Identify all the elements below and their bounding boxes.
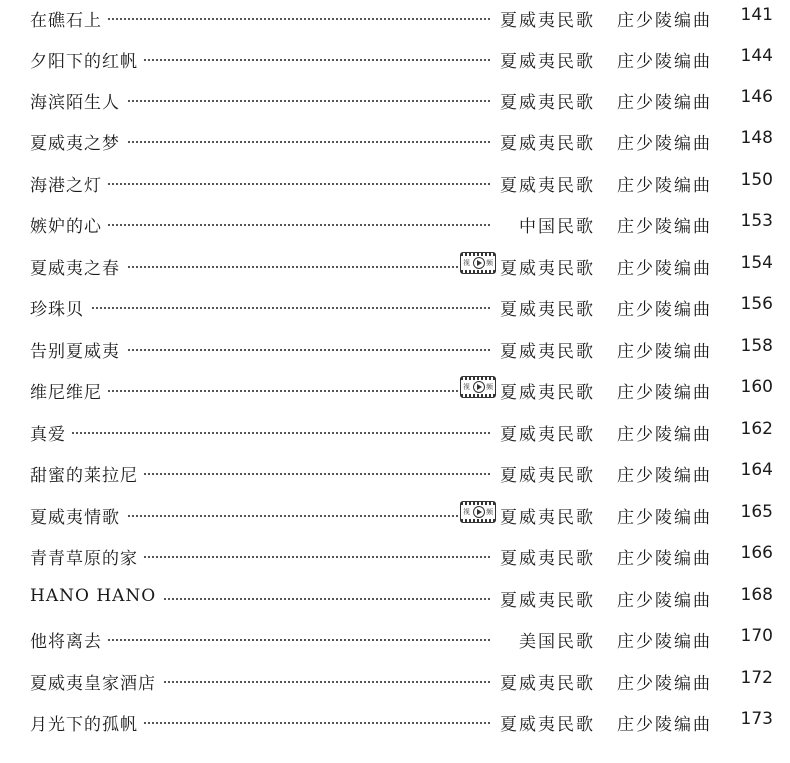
song-arranger: 庄少陵编曲 bbox=[617, 134, 712, 154]
song-arranger: 庄少陵编曲 bbox=[617, 300, 712, 320]
song-origin: 夏威夷民歌 bbox=[496, 378, 595, 403]
song-arranger: 庄少陵编曲 bbox=[617, 591, 712, 611]
song-origin: 中国民歌 bbox=[515, 212, 595, 237]
toc-entry[interactable] bbox=[0, 333, 790, 363]
song-arranger: 庄少陵编曲 bbox=[617, 259, 712, 279]
toc-entry[interactable] bbox=[0, 125, 790, 155]
song-title: 真爱 bbox=[30, 420, 72, 445]
play-icon bbox=[473, 506, 485, 518]
page-number: 172 bbox=[740, 668, 773, 688]
song-title: 青青草原的家 bbox=[30, 544, 144, 569]
song-arranger: 庄少陵编曲 bbox=[617, 466, 712, 486]
song-title: 在礁石上 bbox=[30, 6, 108, 31]
page-number: 146 bbox=[740, 87, 773, 107]
toc-entry[interactable] bbox=[0, 623, 790, 653]
page-number: 164 bbox=[740, 460, 773, 480]
toc-entry[interactable] bbox=[0, 665, 790, 695]
song-arranger: 庄少陵编曲 bbox=[617, 217, 712, 237]
page-number: 141 bbox=[740, 5, 773, 25]
video-icon[interactable]: 视 频 bbox=[460, 376, 496, 398]
page-number: 150 bbox=[740, 170, 773, 190]
song-title: 夏威夷皇家酒店 bbox=[30, 669, 162, 694]
dot-leader bbox=[40, 307, 490, 309]
page-number: 168 bbox=[740, 585, 773, 605]
song-arranger: 庄少陵编曲 bbox=[617, 52, 712, 72]
toc-entry[interactable] bbox=[0, 706, 790, 736]
song-title: 夏威夷之梦 bbox=[30, 129, 126, 154]
song-origin: 夏威夷民歌 bbox=[496, 544, 595, 569]
song-title: 海港之灯 bbox=[30, 171, 108, 196]
song-origin: 夏威夷民歌 bbox=[496, 337, 595, 362]
toc-entry[interactable] bbox=[0, 291, 790, 321]
song-origin: 夏威夷民歌 bbox=[496, 254, 595, 279]
song-title: 夏威夷情歌 bbox=[30, 503, 126, 528]
song-arranger: 庄少陵编曲 bbox=[617, 383, 712, 403]
toc-entry[interactable] bbox=[0, 499, 790, 529]
song-title: 甜蜜的莱拉尼 bbox=[30, 461, 144, 486]
song-arranger: 庄少陵编曲 bbox=[617, 715, 712, 735]
toc-entry[interactable] bbox=[0, 84, 790, 114]
song-title: 夏威夷之春 bbox=[30, 254, 126, 279]
page-number: 153 bbox=[740, 211, 773, 231]
song-arranger: 庄少陵编曲 bbox=[617, 549, 712, 569]
song-title: 嫉妒的心 bbox=[30, 212, 108, 237]
song-arranger: 庄少陵编曲 bbox=[617, 674, 712, 694]
toc-entry[interactable] bbox=[0, 167, 790, 197]
toc-entry[interactable] bbox=[0, 416, 790, 446]
page-number: 165 bbox=[740, 502, 773, 522]
song-origin: 夏威夷民歌 bbox=[496, 295, 595, 320]
song-title: 告别夏威夷 bbox=[30, 337, 126, 362]
song-arranger: 庄少陵编曲 bbox=[617, 176, 712, 196]
page-number: 173 bbox=[740, 709, 773, 729]
song-title: 月光下的孤帆 bbox=[30, 710, 144, 735]
song-origin: 夏威夷民歌 bbox=[496, 669, 595, 694]
song-origin: 夏威夷民歌 bbox=[496, 47, 595, 72]
song-title: 维尼维尼 bbox=[30, 378, 108, 403]
page-number: 166 bbox=[740, 543, 773, 563]
page-number: 170 bbox=[740, 626, 773, 646]
toc-entry[interactable] bbox=[0, 2, 790, 32]
song-origin: 美国民歌 bbox=[515, 627, 595, 652]
page-number: 158 bbox=[740, 336, 773, 356]
page-number: 154 bbox=[740, 253, 773, 273]
toc-entry[interactable] bbox=[0, 582, 790, 612]
song-arranger: 庄少陵编曲 bbox=[617, 425, 712, 445]
song-title: 夕阳下的红帆 bbox=[30, 47, 144, 72]
song-origin: 夏威夷民歌 bbox=[496, 420, 595, 445]
toc-entry[interactable] bbox=[0, 208, 790, 238]
toc-entry[interactable] bbox=[0, 43, 790, 73]
toc-entry[interactable] bbox=[0, 457, 790, 487]
video-icon[interactable]: 视 频 bbox=[460, 252, 496, 274]
song-title: HANO HANO bbox=[30, 586, 162, 606]
song-arranger: 庄少陵编曲 bbox=[617, 508, 712, 528]
song-arranger: 庄少陵编曲 bbox=[617, 93, 712, 113]
video-icon[interactable]: 视 频 bbox=[460, 501, 496, 523]
song-origin: 夏威夷民歌 bbox=[496, 710, 595, 735]
song-origin: 夏威夷民歌 bbox=[496, 171, 595, 196]
dot-leader bbox=[40, 432, 490, 434]
play-icon bbox=[473, 381, 485, 393]
song-title: 珍珠贝 bbox=[30, 295, 90, 320]
toc-entry[interactable] bbox=[0, 374, 790, 404]
song-arranger: 庄少陵编曲 bbox=[617, 342, 712, 362]
song-origin: 夏威夷民歌 bbox=[496, 503, 595, 528]
song-origin: 夏威夷民歌 bbox=[496, 586, 595, 611]
song-title: 他将离去 bbox=[30, 627, 108, 652]
page-number: 162 bbox=[740, 419, 773, 439]
page-number: 156 bbox=[740, 294, 773, 314]
page-number: 148 bbox=[740, 128, 773, 148]
song-arranger: 庄少陵编曲 bbox=[617, 11, 712, 31]
page-number: 160 bbox=[740, 377, 773, 397]
toc-entry[interactable] bbox=[0, 250, 790, 280]
page-number: 144 bbox=[740, 46, 773, 66]
song-origin: 夏威夷民歌 bbox=[496, 6, 595, 31]
play-icon bbox=[473, 257, 485, 269]
song-title: 海滨陌生人 bbox=[30, 88, 126, 113]
song-origin: 夏威夷民歌 bbox=[496, 129, 595, 154]
toc-entry[interactable] bbox=[0, 540, 790, 570]
song-origin: 夏威夷民歌 bbox=[496, 461, 595, 486]
song-arranger: 庄少陵编曲 bbox=[617, 632, 712, 652]
song-origin: 夏威夷民歌 bbox=[496, 88, 595, 113]
